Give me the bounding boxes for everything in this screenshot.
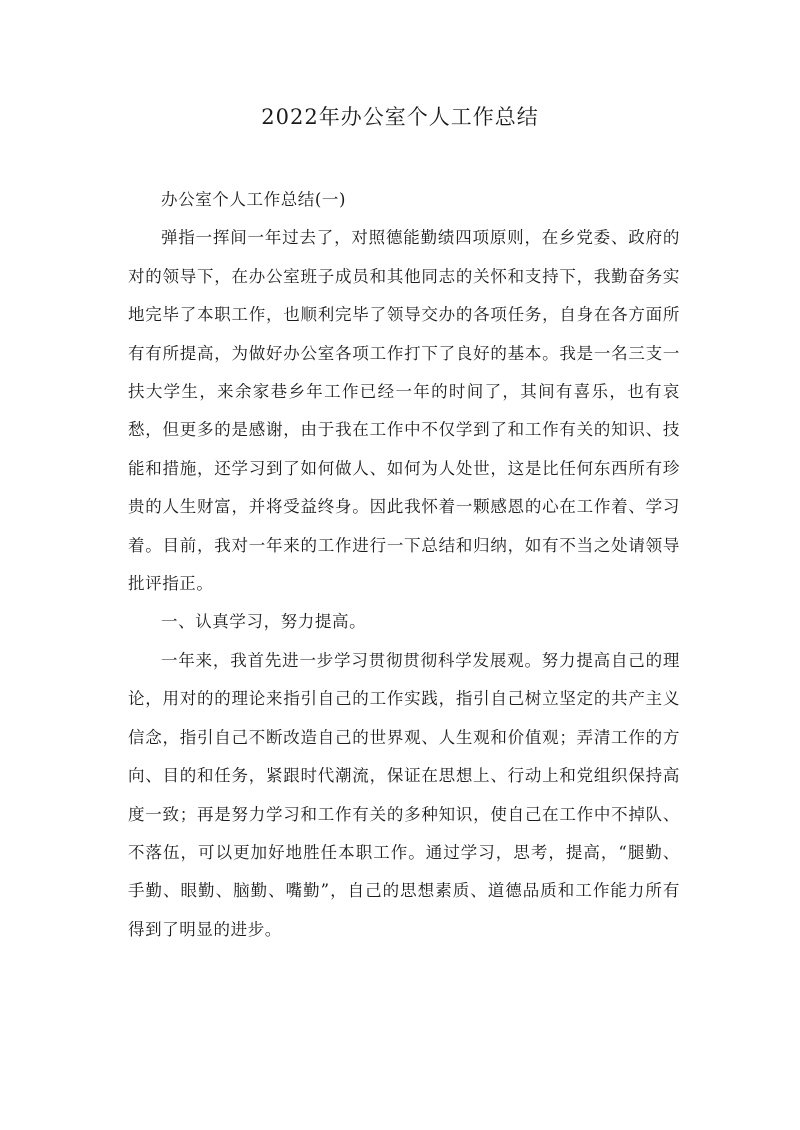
document-title: 2022年办公室个人工作总结: [261, 105, 539, 129]
body-paragraph: 弹指一挥间一年过去了，对照德能勤绩四项原则，在乡党委、政府的对的领导下，在办公室班子成员和其他同志的关怀和支持下，我勤奋务实地完毕了本职工作，也顺利完毕了领导交办的各项任务，自身在各方面所有有所提高，为做好办公室各项工作打下了良好的基本。我是一名三支一扶大学生，来余家巷乡年工作已经一年的时间了，其间有喜乐，也有哀愁，但更多的是感谢，由于我在工作中不仅学到了和工作有关的知识、技能和措施，还学习到了如何做人、如何为人处世，这是比任何东西所有珍贵的人生财富，并将受益终身。因此我怀着一颗感恩的心在工作着、学习着。目前，我对一年来的工作进行一下总结和归纳，如有不当之处请领导批评指正。: [128, 228, 680, 594]
section-heading: 一、认真学习，努力提高。: [161, 612, 367, 632]
document-body: [128, 181, 680, 949]
section-heading: 办公室个人工作总结(一): [161, 190, 347, 209]
body-paragraph: 一年来，我首先进一步学习贯彻贯彻科学发展观。努力提高自己的理论，用对的的理论来指引自己的工作实践，指引自己树立坚定的共产主义信念，指引自己不断改造自己的世界观、人生观和价值观；弄清工作的方向、目的和任务，紧跟时代潮流，保证在思想上、行动上和党组织保持高度一致；再是努力学习和工作有关的多种知识，使自己在工作中不掉队、不落伍，可以更加好地胜任本职工作。通过学习，思考，提高，“腿勤、手勤、眼勤、脑勤、嘴勤”，自己的思想素质、道德品质和工作能力所有得到了明显的进步。: [128, 650, 680, 939]
